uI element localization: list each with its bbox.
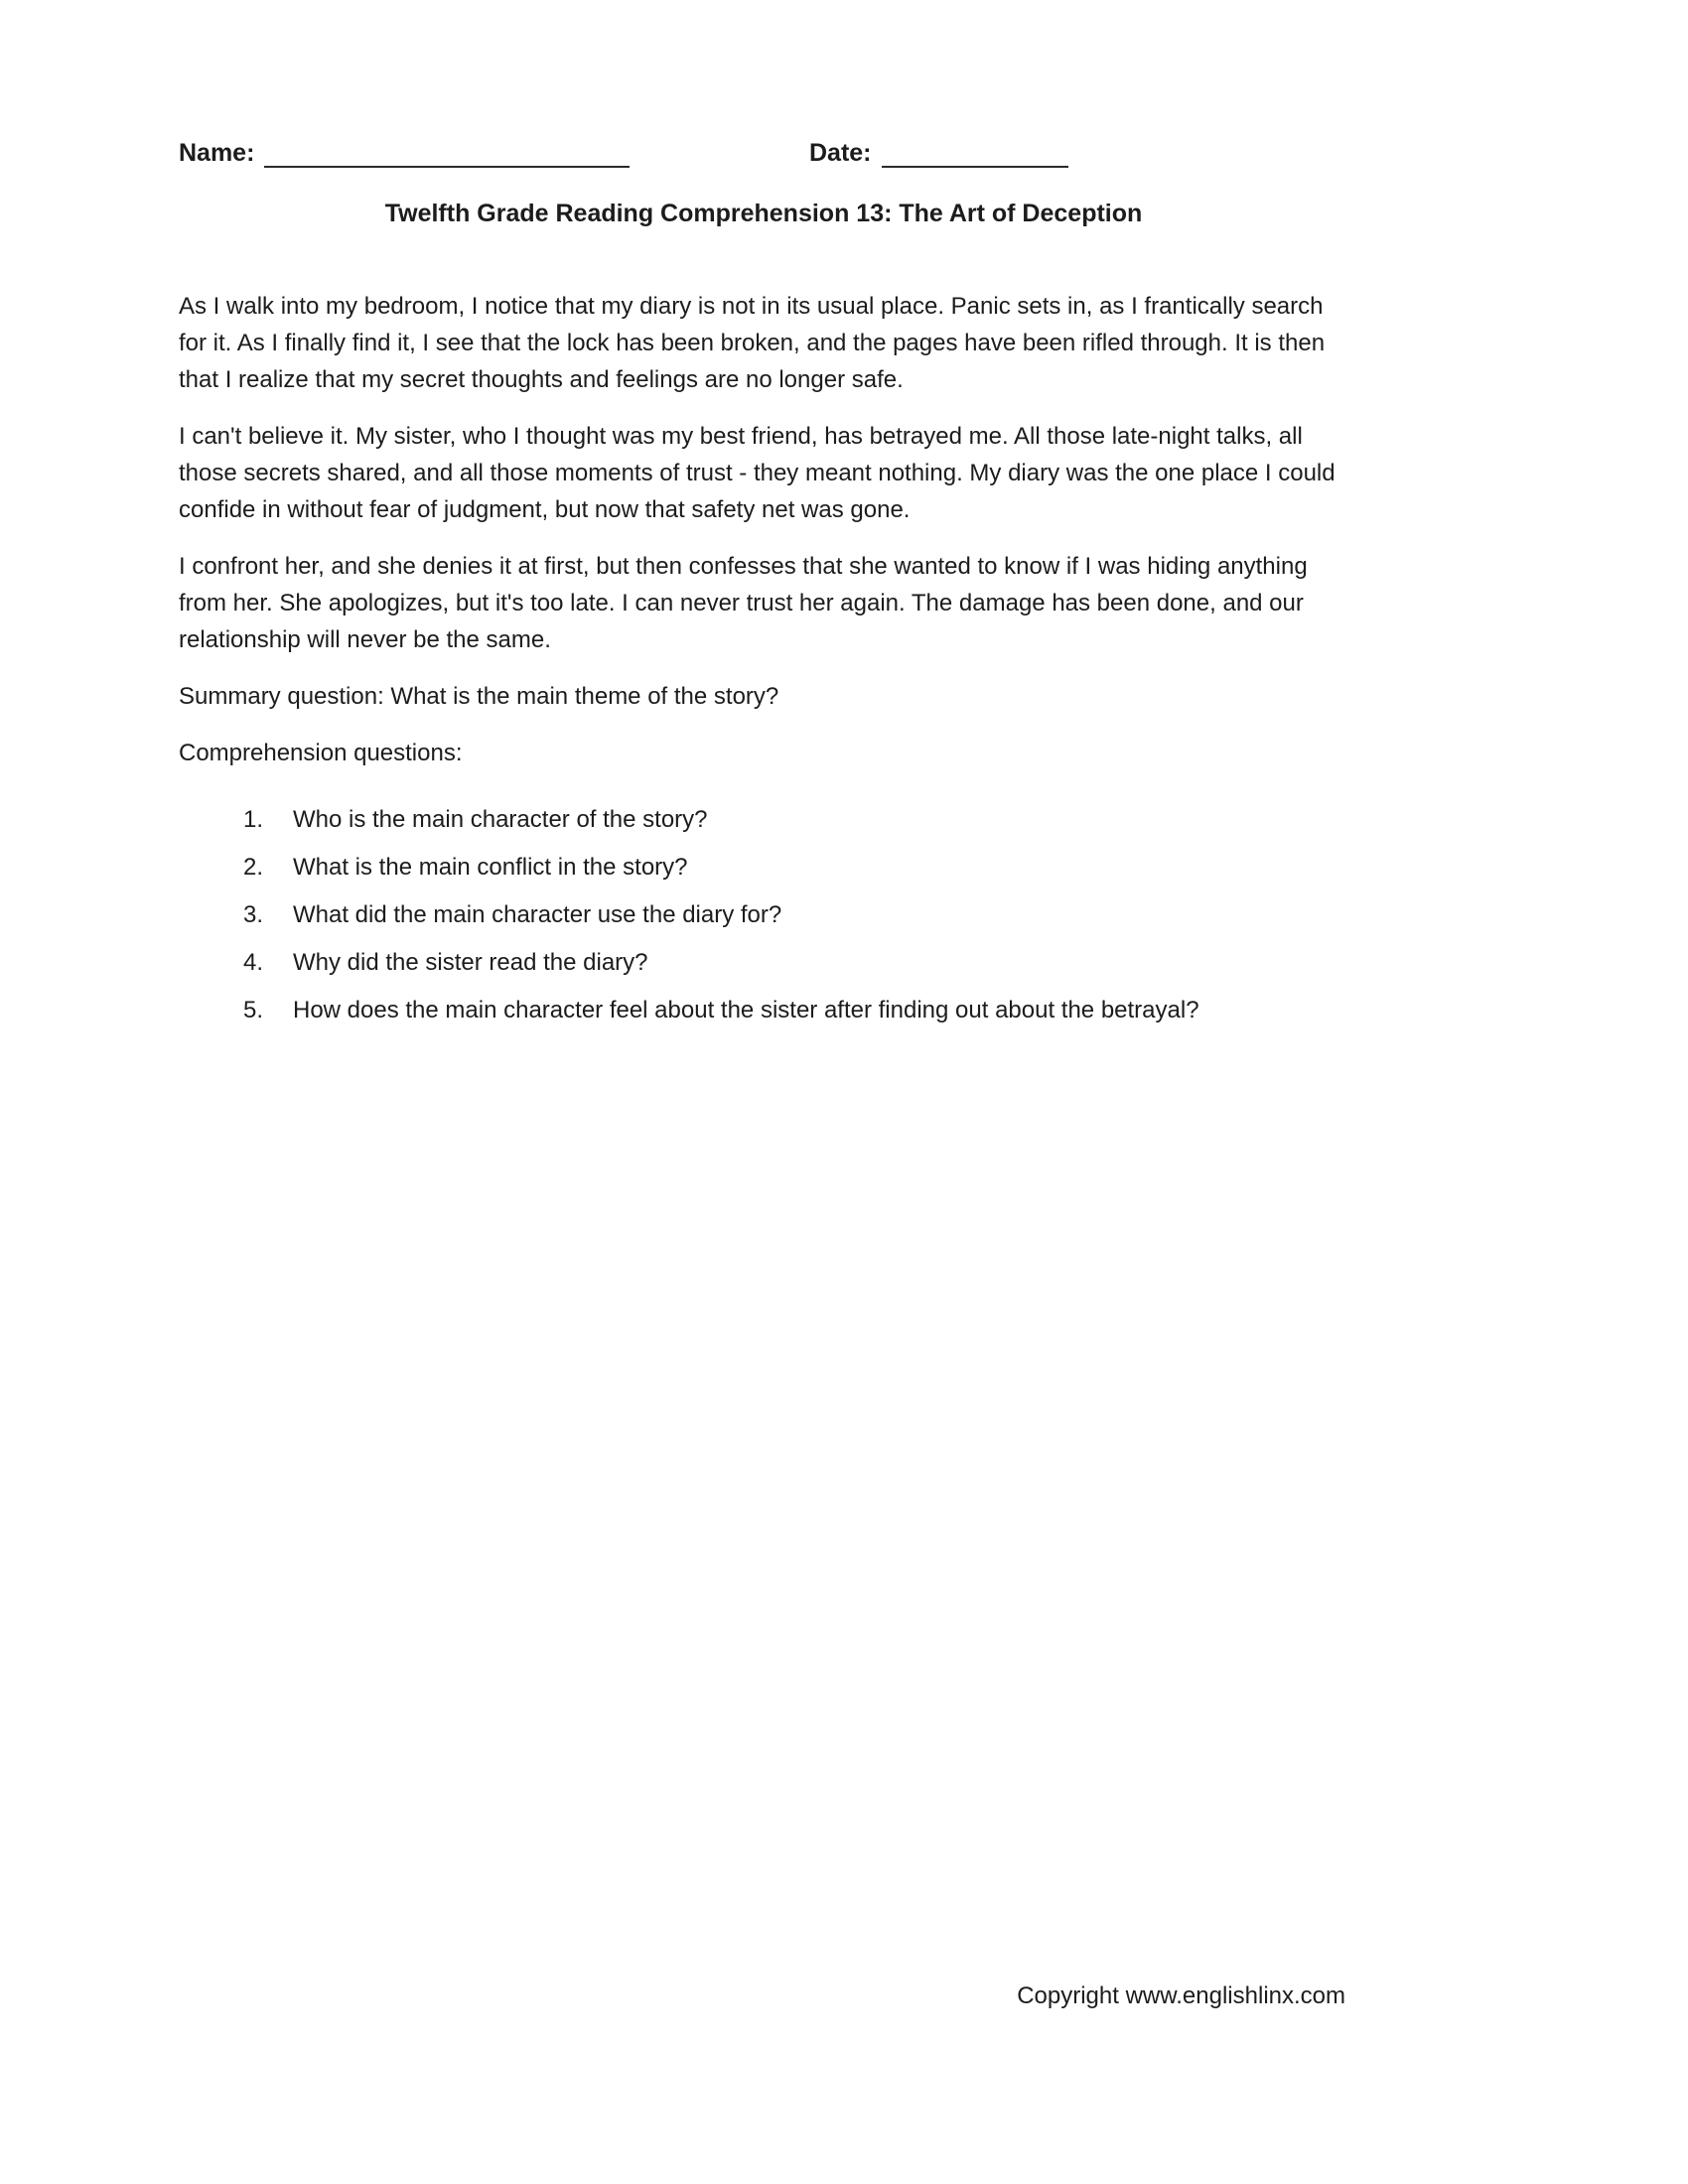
- question-number: 5.: [243, 997, 264, 1024]
- date-blank-line: [882, 142, 1068, 168]
- question-item: [179, 896, 1348, 933]
- story-paragraph: I can't believe it. My sister, who I thought was my best friend, has betrayed me. All those late-night talks, all those secrets shared, and all those moments of trust - they meant nothing. My diary was the one place I could confide in without fear of judgment, but now that safety net was gone.: [179, 423, 1336, 523]
- summary-question: Summary question: What is the main theme of the story?: [179, 683, 779, 710]
- date-field-group: [809, 139, 1068, 168]
- worksheet-title: Twelfth Grade Reading Comprehension 13: The Art of Deception: [384, 200, 1143, 227]
- question-number: 1.: [243, 806, 264, 833]
- story-body: [179, 288, 1348, 1028]
- question-list: [179, 801, 1348, 1028]
- copyright-footer: Copyright www.englishlinx.com: [1017, 1982, 1345, 2009]
- comprehension-questions-label: Comprehension questions:: [179, 740, 463, 766]
- question-text: How does the main character feel about the sister after finding out about the betrayal?: [293, 997, 1199, 1024]
- question-item: [179, 801, 1348, 838]
- question-item: [179, 944, 1348, 981]
- worksheet-content: [179, 139, 1348, 1039]
- question-number: 2.: [243, 854, 264, 881]
- story-paragraph: I confront her, and she denies it at first, but then confesses that she wanted to know if I was hiding anything from her. She apologizes, but it's too late. I can never trust her again. The damage has been done, and our relationship will never be the same.: [179, 553, 1308, 653]
- question-number: 3.: [243, 901, 264, 928]
- question-text: What did the main character use the diary for?: [293, 901, 782, 928]
- name-label: Name:: [179, 139, 255, 167]
- name-field-group: [179, 139, 630, 168]
- name-blank-line: [264, 142, 630, 168]
- question-item: [179, 992, 1348, 1028]
- question-text: What is the main conflict in the story?: [293, 854, 688, 881]
- header-row: [179, 139, 1348, 173]
- date-label: Date:: [809, 139, 872, 167]
- question-text: Why did the sister read the diary?: [293, 949, 648, 976]
- question-text: Who is the main character of the story?: [293, 806, 708, 833]
- question-item: [179, 849, 1348, 886]
- story-paragraph: As I walk into my bedroom, I notice that my diary is not in its usual place. Panic sets in, as I frantically search for it. As I finally find it, I see that the lock has been broken, and the pages have been rifled through. It is then that I realize that my secret thoughts and feelings are no longer safe.: [179, 293, 1326, 393]
- question-number: 4.: [243, 949, 264, 976]
